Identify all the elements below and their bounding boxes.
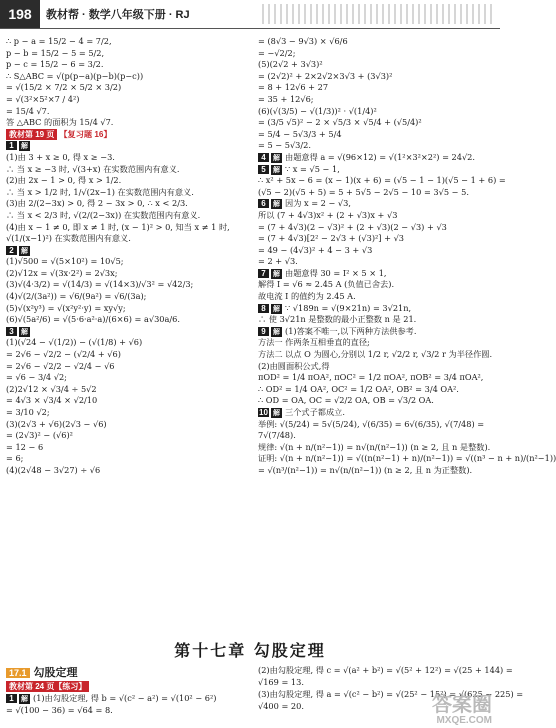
answer-text: 所以 (7 + 4√3)x² + (2 + √3)x + √3 <box>258 209 398 220</box>
answer-line <box>258 256 494 268</box>
answer-line <box>258 314 494 326</box>
answer-number: 8 <box>258 304 269 313</box>
answer-text: (√5 − 2)(√5 + 5) = 5 + 5√5 − 2√5 − 10 = 3√5 − 5. <box>258 186 469 197</box>
answer-text: ∵ √189n = √(9×21n) = 3√21n, <box>285 302 412 313</box>
text-line: p − c = 15/2 − 6 = 3/2. <box>6 59 104 70</box>
text-line: (3)由 2/(2−3x) > 0, 得 2 − 3x > 0, ∴ x < 2/3. <box>6 198 188 209</box>
answer-2-marker: 2 解 <box>6 245 242 257</box>
answer-text: 举例: √(5/24) = 5√(5/24), √(6/35) = 6√(6/35), √(7/48) = <box>258 418 485 429</box>
text-line: √169 = 13. <box>258 677 304 687</box>
answer-text: (2)由圆面积公式,得 <box>258 360 330 371</box>
answer-line <box>258 268 494 280</box>
page-number: 198 <box>0 0 40 28</box>
left-column <box>6 36 242 477</box>
answer-line <box>258 291 494 303</box>
answer-marker: 解 <box>273 166 280 174</box>
answer-marker: 解 <box>273 328 280 336</box>
text-line: (5)√(x²y³) = √(x²y²·y) = xy√y; <box>6 302 126 313</box>
text-line: = √(100 − 36) = √64 = 8. <box>6 705 113 715</box>
answer-text: ∴ 使 3√21n 是整数的最小正整数 n 是 21. <box>258 314 417 325</box>
text-line: (3)(2√3 + √6)(2√3 − √6) <box>6 418 107 429</box>
text-line: (2)√12x = √(3x·2²) = 2√3x; <box>6 267 118 278</box>
answer-line <box>258 442 494 454</box>
answer-line <box>258 245 494 257</box>
answer-text: = (7 + 4√3)[2² − 2√3 + (√3)²] + √3 <box>258 233 404 244</box>
answer-text: 规律: √(n + n/(n²−1)) = n√(n/(n²−1)) (n ≥ 2, 且 n 是整数). <box>258 441 491 452</box>
text-line: p − b = 15/2 − 5 = 5/2, <box>6 47 105 58</box>
text-line: (1)由 3 + x ≥ 0, 得 x ≥ −3. <box>6 151 115 162</box>
text-line: = 5 − 5√3/2. <box>258 140 311 151</box>
answer-text: 7√(7/48). <box>258 430 296 441</box>
text-line: ∴ 当 x ≥ −3 时, √(3+x) 在实数范围内有意义. <box>6 163 180 174</box>
text-line: = (2√3)² − (√6)² <box>6 430 73 441</box>
answer-1-marker: 1 解 <box>6 140 242 152</box>
answer-text: ∴ OD = OA, OC = √2/2 OA, OB = √3/2 OA. <box>258 395 434 406</box>
text-line: = (8√3 − 9√3) × √6/6 <box>258 36 348 46</box>
answer-text: 由题意得 30 = I² × 5 × 1, <box>285 267 387 278</box>
answer-line <box>258 395 494 407</box>
answer-text: 因为 x = 2 − √3, <box>285 198 351 209</box>
answer-line <box>258 187 494 199</box>
text-line: = (3/5 √5)² − 2 × √5/3 × √5/4 + (√5/4)² <box>258 117 422 128</box>
answer-line <box>258 453 556 465</box>
text-line: (6)(√(3/5) − √(1/3))² · √(1/4)² <box>258 105 377 116</box>
answer-text: 方法二 以点 O 为圆心,分别以 1/2 r, √2/2 r, √3/2 r 为半径作圆. <box>258 349 493 360</box>
answer-line <box>258 175 506 187</box>
text-line: = √(15/2 × 7/2 × 5/2 × 3/2) <box>6 82 122 93</box>
text-line: = 3/10 √2; <box>6 407 50 417</box>
answer-marker: 解 <box>273 154 280 162</box>
text-line: = 5/4 − 5√3/3 + 5/4 <box>258 128 342 139</box>
answer-number: 5 <box>258 165 269 174</box>
text-line: 答 △ABC 的面积为 15/4 √7. <box>6 117 114 128</box>
right-column <box>258 36 556 477</box>
header-decoration <box>262 4 492 24</box>
answer-number: 4 <box>258 153 269 162</box>
answer-marker: 解 <box>273 201 280 209</box>
text-line: = −√2/2; <box>258 47 296 58</box>
section-19-heading <box>6 129 242 141</box>
text-line: ∴ S△ABC = √(p(p−a)(p−b)(p−c)) <box>6 70 144 81</box>
text-line: = 35 + 12√6; <box>258 93 314 104</box>
answer-line <box>258 361 494 373</box>
text-line: (4)(2√48 − 3√27) ÷ √6 <box>6 464 101 475</box>
text-line: (3)由勾股定理, 得 a = √(c² − b²) = √(25² − 15²) = √(625 − 225) = <box>258 689 524 699</box>
answer-line <box>258 222 494 234</box>
answer-line <box>258 303 494 315</box>
answer-line <box>258 164 494 176</box>
answer-text: ∵ x = √5 − 1, <box>285 163 340 174</box>
text-line: (1)√500 = √(5×10²) = 10√5; <box>6 256 124 267</box>
text-line: = √(3²×5²×7 / 4²) <box>6 93 80 104</box>
answer-number: 9 <box>258 327 269 336</box>
text-line: (5)(2√2 + 3√3)² <box>258 59 323 70</box>
text-line: (6)√(5a²/6) = √(5·6·a²·a)/(6×6) = a√30a/6. <box>6 314 180 325</box>
answer-text: 解得 I = √6 ≈ 2.45 A (负值已舍去). <box>258 279 395 290</box>
answer-line <box>258 233 494 245</box>
text-line: (2)由勾股定理, 得 c = √(a² + b²) = √(5² + 12²) = √(25 + 144) = <box>258 665 513 675</box>
answer-text: ∴ x² + 5x − 6 = (x − 1)(x + 6) = (√5 − 1 − 1)(√5 − 1 + 6) = <box>258 175 506 186</box>
answer-line <box>258 279 494 291</box>
answer-text: 由题意得 a = √(96×12) = √(1²×3²×2²) = 24√2. <box>285 151 475 162</box>
text-line: (3)√(4·3/2) = √(14/3) = √(14×3)/√3² = √42/3; <box>6 279 194 290</box>
chapter-title: 第十七章 勾股定理 <box>174 641 326 660</box>
answer-text: 三个式子都成立. <box>285 407 345 417</box>
answer-line <box>258 210 494 222</box>
text-line: = 4√3 × √3/4 × √2/10 <box>6 395 98 406</box>
section-17-title: 勾股定理 <box>33 666 78 679</box>
text-line: = 6; <box>6 453 24 464</box>
text-line: (2)由 2x − 1 > 0, 得 x > 1/2. <box>6 175 122 186</box>
page-header <box>0 0 500 28</box>
answer-line <box>258 430 494 442</box>
text-line: (1)(√24 − √(1/2)) − (√(1/8) + √6) <box>6 337 143 348</box>
answer-line <box>258 419 494 431</box>
text-line: = 12 − 6 <box>6 441 44 452</box>
answer-text: = 49 − (4√3)² + 4 − 3 + √3 <box>258 244 373 255</box>
answer-text: 方法一 作两条互相垂直的直径; <box>258 337 370 348</box>
answer-line <box>258 349 494 361</box>
answer-line <box>258 407 494 419</box>
answer-3-marker: 3 解 <box>6 326 242 338</box>
answer-line <box>258 326 494 338</box>
text-line: (4)由 x − 1 ≠ 0, 即 x ≠ 1 时, (x − 1)² > 0, 知当 x ≠ 1 时, <box>6 221 230 232</box>
answer-text: 证明: √(n + n/(n²−1)) = √((n(n²−1) + n)/(n²−1)) = √((n³ − n + n)/(n²−1)) <box>258 453 556 464</box>
answer-marker: 解 <box>273 270 280 278</box>
section-17-tag: 教材第 24 页【练习】 <box>6 681 89 692</box>
text-line: = (2√2)² + 2×2√2×3√3 + (3√3)² <box>258 70 393 81</box>
answer-text: ∴ OD² = 1/4 OA², OC² = 1/2 OA², OB² = 3/4 OA². <box>258 383 459 394</box>
text-line: ∴ 当 x > 1/2 时, 1/√(2x−1) 在实数范围内有意义. <box>6 186 194 197</box>
answer-number: 6 <box>258 199 269 208</box>
section-19-tag: 教材第 19 页 <box>6 129 57 140</box>
text-line: √(1/(x−1)²) 在实数范围内有意义. <box>6 233 131 244</box>
text-line: (1)由勾股定理, 得 b = √(c² − a²) = √(10² − 6²) <box>33 693 217 703</box>
book-title: 教材帮 · 数学八年级下册 · RJ <box>46 9 190 21</box>
section-19-title: 【复习题 16】 <box>59 129 112 139</box>
answer-text: = √(n³/(n²−1)) = n√(n/(n²−1)) (n ≥ 2, 且 n 为正整数). <box>258 464 473 475</box>
text-line: ∴ p − a = 15/2 − 4 = 7/2, <box>6 36 112 46</box>
text-line: (4)√(2/(3a²)) = √6/(9a²) = √6/(3a); <box>6 291 147 302</box>
section-17-number: 17.1 <box>6 668 30 678</box>
answer-line <box>258 337 494 349</box>
text-line: ∴ 当 x < 2/3 时, √(2/(2−3x)) 在实数范围内有意义. <box>6 209 201 220</box>
answer-text: πOD² = 1/4 πOA², πOC² = 1/2 πOA², πOB² = 3/4 πOA², <box>258 372 484 383</box>
answer-text: 故电流 I 的值约为 2.45 A. <box>258 291 356 302</box>
answer-line <box>258 152 494 164</box>
answer-marker: 解 <box>273 305 280 313</box>
text-line: (2)2√12 × √3/4 ÷ 5√2 <box>6 383 97 394</box>
section-17-block: 17.1 勾股定理 教材第 24 页【练习】 1 解 (1)由勾股定理, 得 b = √(c² − a²) = √(10² − 6²) = √(100 − 36) = √64 = 8. <box>6 664 246 716</box>
answer-line <box>258 384 494 396</box>
watermark-logo: 答案圈 MXQE.COM <box>432 694 492 726</box>
answer-number: 7 <box>258 269 269 278</box>
answer-marker: 解 <box>273 410 280 417</box>
answer-line <box>258 465 494 477</box>
answer-text: = 2 + √3. <box>258 256 298 267</box>
text-line: √400 = 20. <box>258 701 304 711</box>
header-rule <box>0 28 500 29</box>
answer-text: (1)答案不唯一,以下两种方法供参考. <box>285 325 417 336</box>
text-line: = 15/4 √7. <box>6 105 50 116</box>
text-line: = 8 + 12√6 + 27 <box>258 82 329 93</box>
text-line: = √6 − 3/4 √2; <box>6 372 67 383</box>
text-line: = 2√6 − √2/2 − (√2/4 + √6) <box>6 349 121 360</box>
answer-text: = (7 + 4√3)(2 − √3)² + (2 + √3)(2 − √3) + √3 <box>258 221 447 232</box>
text-line: = 2√6 − √2/2 − √2/4 − √6 <box>6 360 115 371</box>
answer-number: 10 <box>259 408 268 417</box>
answer-line <box>258 372 494 384</box>
answer-line <box>258 198 494 210</box>
